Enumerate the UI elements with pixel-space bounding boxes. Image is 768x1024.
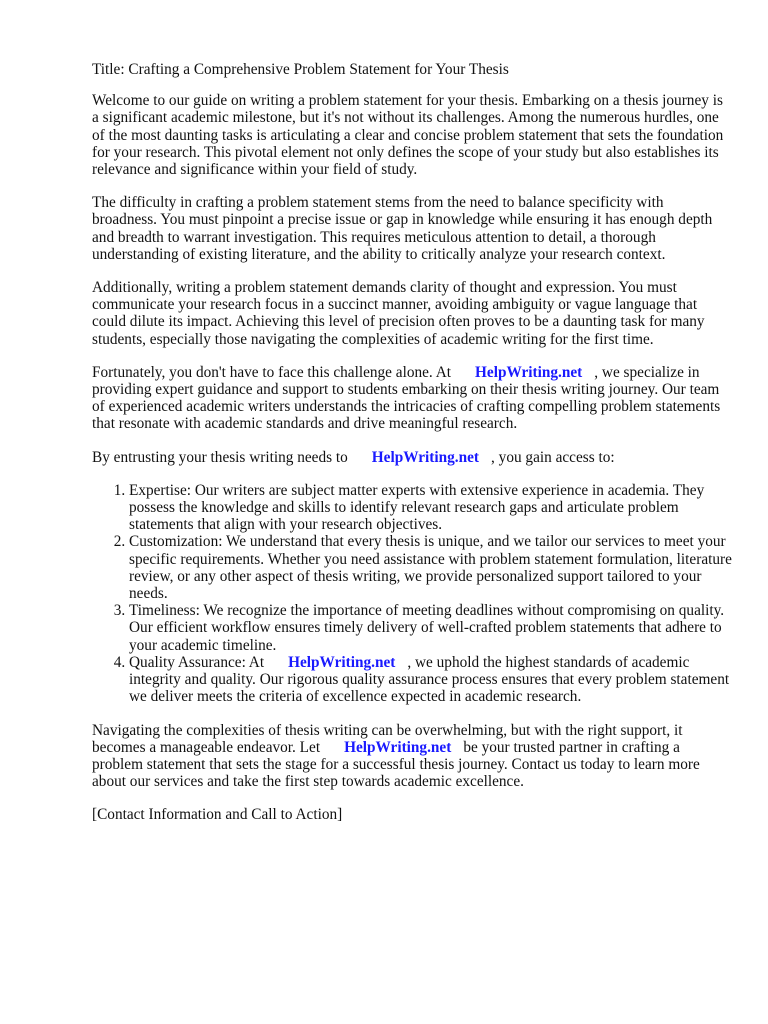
difficulty-paragraph: The difficulty in crafting a problem statement stems from the need to balance specificity with broadness. You must pinpoint a precise issue or gap in knowledge while ensuring it has enough depth and breadth to warrant investigation. This requires meticulous attention to detail, a thorough understanding of existing literature, and the ability to critically analyze your research context. bbox=[92, 194, 713, 263]
contact-placeholder: [Contact Information and Call to Action] bbox=[92, 806, 343, 824]
list-item-text: Timeliness: We recognize the importance of meeting deadlines without compromising on quality. Our efficient workflow ensures timely delivery of well-crafted problem statements that adhere to your academic timeline. bbox=[129, 602, 725, 654]
helpwriting-link[interactable]: HelpWriting.net bbox=[475, 363, 583, 381]
service-paragraph-start: Fortunately, you don't have to face this challenge alone. At bbox=[92, 363, 452, 381]
list-item bbox=[129, 654, 732, 706]
access-paragraph bbox=[92, 449, 732, 466]
helpwriting-link[interactable]: HelpWriting.net bbox=[344, 738, 452, 756]
closing-paragraph-end: be your trusted partner in crafting a problem statement that sets the stage for a successful thesis journey. Contact us today to learn more about our services and take the first step towards academic excellence. bbox=[92, 738, 700, 791]
list-item-start: Quality Assurance: At bbox=[129, 653, 265, 671]
helpwriting-link[interactable]: HelpWriting.net bbox=[371, 448, 480, 466]
list-item-text: Expertise: Our writers are subject matter experts with extensive experience in academia. They possess the knowledge and skills to identify relevant research gaps and articulate problem statements that align with your research objectives. bbox=[129, 481, 705, 534]
service-paragraph bbox=[92, 364, 732, 433]
service-paragraph-end: , we specialize in providing expert guidance and support to students embarking on their thesis writing journey. Our team of experienced academic writers understands the intricacies of crafting compelling problem statements that resonate with academic standards and drive meaningful research. bbox=[92, 363, 721, 433]
list-item bbox=[129, 602, 732, 654]
list-item-end: , we uphold the highest standards of academic integrity and quality. Our rigorous quality assurance process ensures that every problem statement we deliver meets the criteria of excellence expected in academic research. bbox=[129, 653, 730, 706]
access-paragraph-end: , you gain access to: bbox=[491, 448, 615, 466]
list-item bbox=[129, 533, 732, 602]
document-body bbox=[92, 61, 732, 840]
closing-paragraph bbox=[92, 722, 732, 791]
helpwriting-link[interactable]: HelpWriting.net bbox=[288, 653, 396, 671]
list-item bbox=[129, 482, 732, 534]
access-paragraph-start: By entrusting your thesis writing needs to bbox=[92, 448, 348, 466]
list-item-text: Customization: We understand that every thesis is unique, and we tailor our services to meet your specific requirements. Whether you need assistance with problem statement formulation, literature review, or any other aspect of thesis writing, we provide personalized support tailored to your needs. bbox=[129, 533, 732, 603]
document-title: Title: Crafting a Comprehensive Problem Statement for Your Thesis bbox=[92, 61, 509, 78]
clarity-paragraph: Additionally, writing a problem statement demands clarity of thought and expression. You must communicate your research focus in a succinct manner, avoiding ambiguity or vague language that could dilute its impact. Achieving this level of precision often proves to be a daunting task for many students, especially those navigating the complexities of academic writing for the first time. bbox=[92, 279, 705, 348]
intro-paragraph: Welcome to our guide on writing a problem statement for your thesis. Embarking on a thesis journey is a significant academic milestone, but it's not without its challenges. Among the numerous hurdles, one of the most daunting tasks is articulating a clear and concise problem statement that sets the foundation for your research. This pivotal element not only defines the scope of your study but also establishes its relevance and significance within your field of study. bbox=[92, 92, 724, 179]
closing-paragraph-start: Navigating the complexities of thesis writing can be overwhelming, but with the right support, it becomes a manageable endeavor. Let bbox=[92, 721, 683, 756]
benefits-list bbox=[92, 482, 732, 706]
